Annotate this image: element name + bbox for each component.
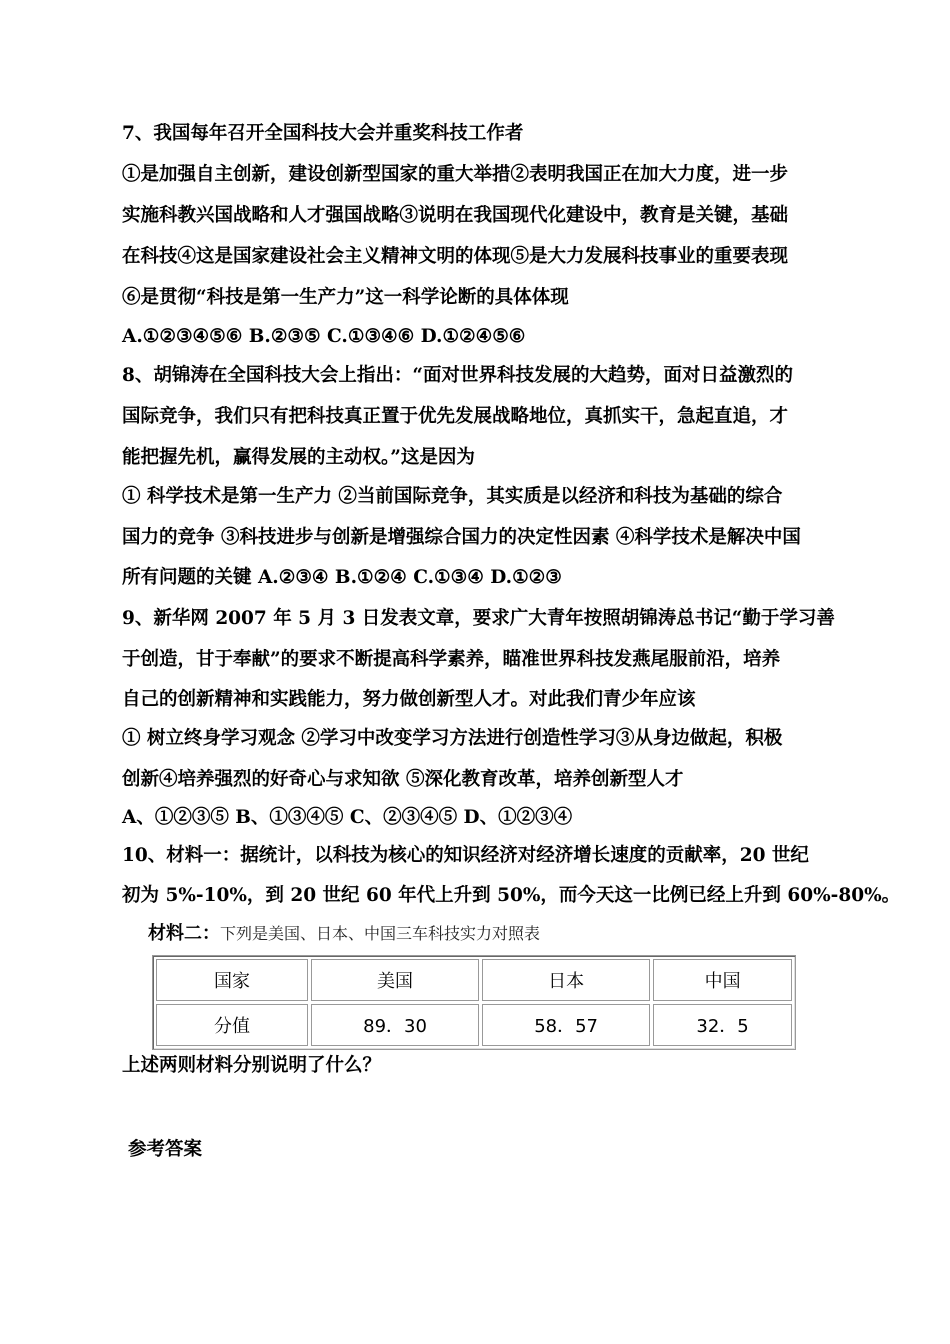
material2-label: 材料二： — [148, 923, 220, 944]
q9-line: 自己的创新精神和实践能力，努力做创新型人才。对此我们青少年应该 — [122, 689, 696, 710]
table-cell: 分值 — [156, 1004, 308, 1046]
q10-question: 上述两则材料分别说明了什么？ — [122, 1055, 382, 1076]
table-row — [156, 1004, 792, 1046]
q9-line: ① 树立终身学习观念 ②学习中改变学习方法进行创造性学习③从身边做起，积极 — [122, 728, 783, 749]
q10-line: 10、材料一：据统计，以科技为核心的知识经济对经济增长速度的贡献率，20 世纪 — [122, 845, 809, 866]
q9-choices: A、①②③⑤ B、①③④⑤ C、②③④⑤ D、①②③④ — [122, 807, 573, 828]
table-cell: 32．5 — [653, 1004, 792, 1046]
q8-line: ① 科学技术是第一生产力 ②当前国际竞争，其实质是以经济和科技为基础的综合 — [122, 486, 783, 507]
q7-option-line: ⑥是贯彻“科技是第一生产力”这一科学论断的具体体现 — [122, 287, 569, 308]
comparison-table — [152, 955, 796, 1050]
q8-line: 国力的竞争 ③科技进步与创新是增强综合国力的决定性因素 ④科学技术是解决中国 — [122, 527, 801, 548]
q7-stem: 7、我国每年召开全国科技大会并重奖科技工作者 — [122, 123, 524, 144]
material2-text: 下列是美国、日本、中国三车科技实力对照表 — [220, 924, 541, 943]
q9-line: 9、新华网 2007 年 5 月 3 日发表文章，要求广大青年按照胡锦涛总书记“勤于学习善 — [122, 608, 835, 629]
q7-option-line: 在科技④这是国家建设社会主义精神文明的体现⑤是大力发展科技事业的重要表现 — [122, 246, 789, 267]
q7-option-line: 实施科教兴国战略和人才强国战略③说明在我国现代化建设中，教育是关键，基础 — [122, 205, 789, 226]
q7-choices: A.①②③④⑤⑥ B.②③⑤ C.①③④⑥ D.①②④⑤⑥ — [122, 326, 526, 347]
q8-line: 能把握先机，赢得发展的主动权。”这是因为 — [122, 447, 475, 468]
q8-line: 8、胡锦涛在全国科技大会上指出：“面对世界科技发展的大趋势，面对日益激烈的 — [122, 365, 794, 386]
q9-line: 创新④培养强烈的好奇心与求知欲 ⑤深化教育改革，培养创新型人才 — [122, 769, 684, 790]
table-cell: 中国 — [653, 959, 792, 1001]
table-cell: 89．30 — [311, 1004, 479, 1046]
q9-line: 于创造，甘于奉献”的要求不断提高科学素养，瞄准世界科技发燕尾服前沿，培养 — [122, 649, 781, 670]
q8-choices: 所有问题的关键 A.②③④ B.①②④ C.①③④ D.①②③ — [122, 567, 562, 588]
q10-line: 初为 5%-10%，到 20 世纪 60 年代上升到 50%，而今天这一比例已经上升到 60%-80%。 — [122, 885, 901, 906]
table-cell: 国家 — [156, 959, 308, 1001]
table-cell: 美国 — [311, 959, 479, 1001]
table-header-row — [156, 959, 792, 1001]
answer-heading: 参考答案 — [128, 1139, 203, 1160]
q7-option-line: ①是加强自主创新，建设创新型国家的重大举措②表明我国正在加大力度，进一步 — [122, 164, 789, 185]
material2-intro — [148, 922, 540, 946]
table-cell: 日本 — [482, 959, 650, 1001]
table-cell: 58．57 — [482, 1004, 650, 1046]
q8-line: 国际竞争，我们只有把科技真正置于优先发展战略地位，真抓实干，急起直追，才 — [122, 406, 789, 427]
